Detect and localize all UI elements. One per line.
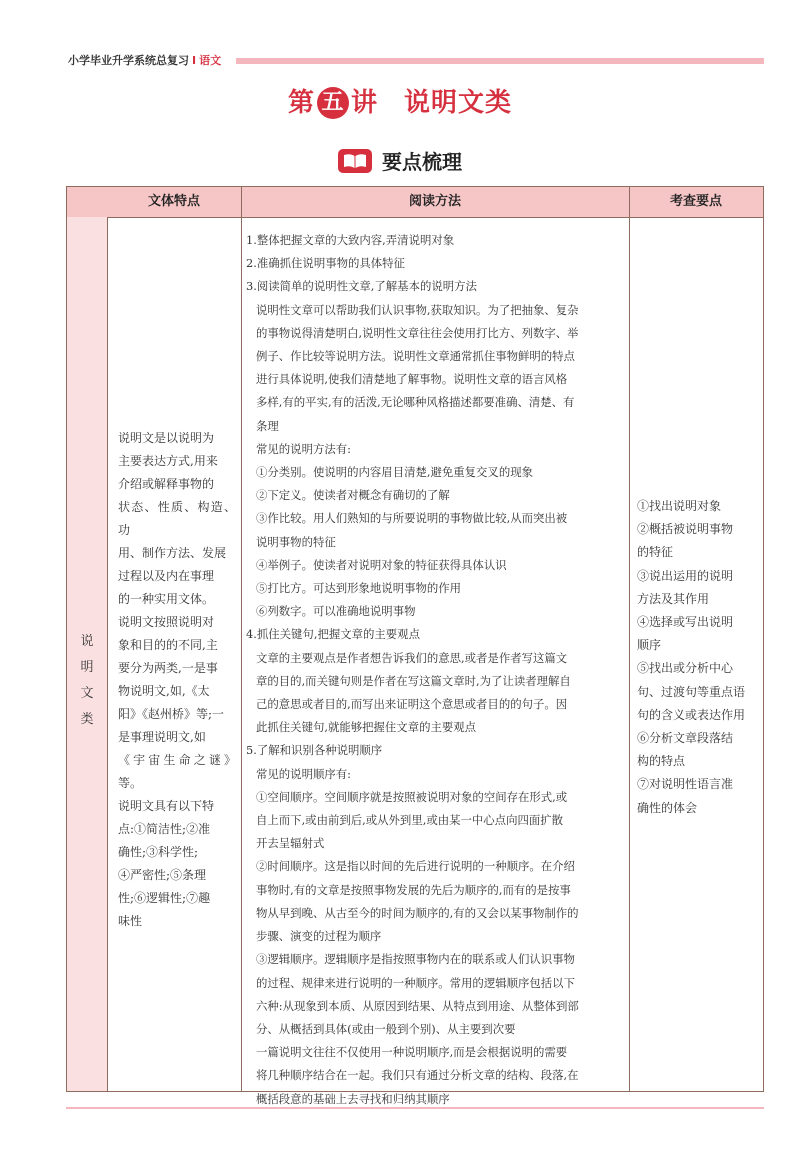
title-suffix: 讲: [350, 88, 378, 118]
header-key-points: 考查要点: [669, 194, 722, 209]
header-methods: 阅读方法: [408, 194, 461, 209]
text-line: 状态、性质、构造、功: [118, 500, 236, 537]
text-line: ④举例子。使读者对说明对象的特征获得具体认识: [256, 557, 507, 572]
text-line: 顺序: [637, 638, 662, 653]
methods-cell: [246, 229, 624, 1111]
running-header: [68, 52, 227, 68]
section-title: 要点梳理: [382, 150, 462, 174]
text-line: 说明性文章可以帮助我们认识事物,获取知识。为了把抽象、复杂: [256, 302, 579, 317]
text-line: 句、过渡句等重点语: [637, 684, 746, 699]
lecture-number-badge: 五: [317, 87, 349, 119]
table-header-row: [67, 187, 763, 218]
text-line: 的特征: [637, 545, 674, 560]
text-line: 《宇宙生命之谜》等。: [118, 753, 236, 790]
column-divider: [107, 217, 108, 1091]
text-line: ④严密性;⑤条理: [118, 868, 207, 882]
text-line: 例子、作比较等说明方法。说明性文章通常抓住事物鲜明的特点: [256, 349, 575, 364]
text-line: 主要表达方式,用来: [118, 454, 218, 468]
text-line: 用、制作方法、发展: [118, 546, 227, 560]
book-title: 小学毕业升学系统总复习: [68, 54, 189, 67]
section-heading: [0, 146, 800, 175]
text-line: 味性: [118, 914, 143, 928]
text-line: ⑥分析文章段落结: [637, 731, 734, 746]
text-line: 物从早到晚、从古至今的时间为顺序的,有的又会以某事物制作的: [256, 905, 579, 920]
text-line: 2.准确抓住说明事物的具体特征: [246, 256, 405, 271]
text-line: 过程以及内在事理: [118, 569, 215, 583]
text-line: ①找出说明对象: [637, 499, 722, 513]
text-line: 象和目的的不同,主: [118, 638, 218, 652]
page-header: [68, 50, 764, 70]
text-line: 将几种顺序结合在一起。我们只有通过分析文章的结构、段落,在: [256, 1068, 579, 1083]
text-line: 步骤、演变的过程为顺序: [256, 929, 382, 944]
text-line: 的一种实用文体。: [118, 592, 215, 606]
text-line: 说明文具有以下特: [118, 799, 215, 813]
text-line: 5.了解和识别各种说明顺序: [246, 743, 383, 758]
header-decor-bar: [236, 58, 764, 64]
text-line: ④选择或写出说明: [637, 615, 734, 630]
text-line: ②时间顺序。这是指以时间的先后进行说明的一种顺序。在介绍: [256, 859, 575, 874]
text-line: 事物时,有的文章是按照事物发展的先后为顺序的,而有的是按事: [256, 882, 571, 897]
text-line: ①空间顺序。空间顺序就是按照被说明对象的空间存在形式,或: [256, 789, 568, 804]
text-line: 的过程、规律来进行说明的一种顺序。常用的逻辑顺序包括以下: [256, 975, 575, 990]
text-line: 多样,有的平实,有的活泼,无论哪种风格描述都要准确、清楚、有: [256, 395, 575, 410]
text-line: ⑥列数字。可以准确地说明事物: [256, 604, 416, 619]
text-line: 说明事物的特征: [256, 534, 336, 549]
header-features: 文体特点: [147, 194, 200, 209]
text-line: ③作比较。用人们熟知的与所要说明的事物做比较,从而突出被: [256, 511, 568, 526]
column-divider: [629, 187, 630, 1091]
text-line: 阳》《赵州桥》等;一: [118, 707, 225, 721]
text-line: 常见的说明方法有:: [256, 441, 351, 456]
text-line: 的事物说得清楚明白,说明性文章往往会使用打比方、列数字、举: [256, 325, 579, 340]
text-line: 章的目的,而关键句则是作者在写这篇文章时,为了让读者理解自: [256, 673, 571, 688]
column-divider: [241, 187, 242, 1091]
text-line: ②下定义。使读者对概念有确切的了解: [256, 488, 450, 503]
text-line: 说明文是以说明为: [118, 431, 215, 445]
text-line: 文章的主要观点是作者想告诉我们的意思,或者是作者写这篇文: [256, 650, 568, 665]
text-line: 六种:从现象到本质、从原因到结果、从特点到用途、从整体到部: [256, 998, 579, 1013]
text-line: 3.阅读简单的说明性文章,了解基本的说明方法: [246, 279, 477, 294]
text-line: 确性的体会: [637, 800, 698, 815]
text-line: 确性;③科学性;: [118, 845, 199, 859]
text-line: 物说明文,如,《太: [118, 684, 210, 698]
text-line: 条理: [256, 418, 279, 433]
text-line: 一篇说明文往往不仅使用一种说明顺序,而是会根据说明的需要: [256, 1045, 568, 1060]
text-line: 说明文按照说明对: [118, 615, 215, 629]
key-points-cell: [637, 495, 755, 820]
summary-table: [66, 186, 764, 1106]
text-line: 常见的说明顺序有:: [256, 766, 351, 781]
text-line: 分、从概括到具体(或由一般到个别)、从主要到次要: [256, 1021, 516, 1036]
text-line: ③逻辑顺序。逻辑顺序是指按照事物内在的联系或人们认识事物: [256, 952, 575, 967]
text-line: 性;⑥逻辑性;⑦趣: [118, 891, 211, 905]
text-line: 构的特点: [637, 754, 686, 769]
footer-rule: [66, 1107, 764, 1109]
text-line: 4.抓住关键句,把握文章的主要观点: [246, 627, 420, 642]
text-line: ⑦对说明性语言准: [637, 777, 734, 792]
lecture-title: [0, 82, 800, 119]
lecture-topic: 说明文类: [404, 88, 513, 118]
text-line: 点:①简洁性;②准: [118, 822, 211, 836]
text-line: 介绍或解释事物的: [118, 477, 215, 491]
open-book-icon: [338, 149, 372, 173]
text-line: ⑤找出或分析中心: [637, 661, 734, 676]
text-line: 是事理说明文,如: [118, 730, 206, 744]
text-line: ⑤打比方。可达到形象地说明事物的作用: [256, 581, 462, 596]
text-line: ③说出运用的说明: [637, 568, 734, 583]
category-cell: [67, 217, 107, 1091]
text-line: 方法及其作用: [637, 591, 710, 606]
text-line: 己的意思或者目的,而写出来证明这个意思或者目的的句子。因: [256, 697, 568, 712]
text-line: 1.整体把握文章的大致内容,弄清说明对象: [246, 233, 455, 247]
title-prefix: 第: [287, 88, 315, 118]
subject-label: 语文: [199, 54, 222, 67]
text-line: 自上而下,或由前到后,或从外到里,或由某一中心点向四面扩散: [256, 813, 564, 828]
text-line: 概括段意的基础上去寻找和归纳其顺序: [256, 1091, 450, 1106]
category-label: 说 明 文 类: [80, 634, 94, 727]
header-separator: I: [192, 54, 197, 67]
text-line: 句的含义或表达作用: [637, 707, 746, 722]
text-line: 开去呈辐射式: [256, 836, 325, 851]
features-cell: [118, 427, 236, 933]
text-line: ②概括被说明事物: [637, 522, 734, 537]
text-line: ①分类别。使说明的内容眉目清楚,避免重复交叉的现象: [256, 465, 533, 480]
text-line: 进行具体说明,使我们清楚地了解事物。说明性文章的语言风格: [256, 372, 568, 387]
text-line: 此抓住关键句,就能够把握住文章的主要观点: [256, 720, 477, 735]
text-line: 要分为两类,一是事: [118, 661, 218, 675]
